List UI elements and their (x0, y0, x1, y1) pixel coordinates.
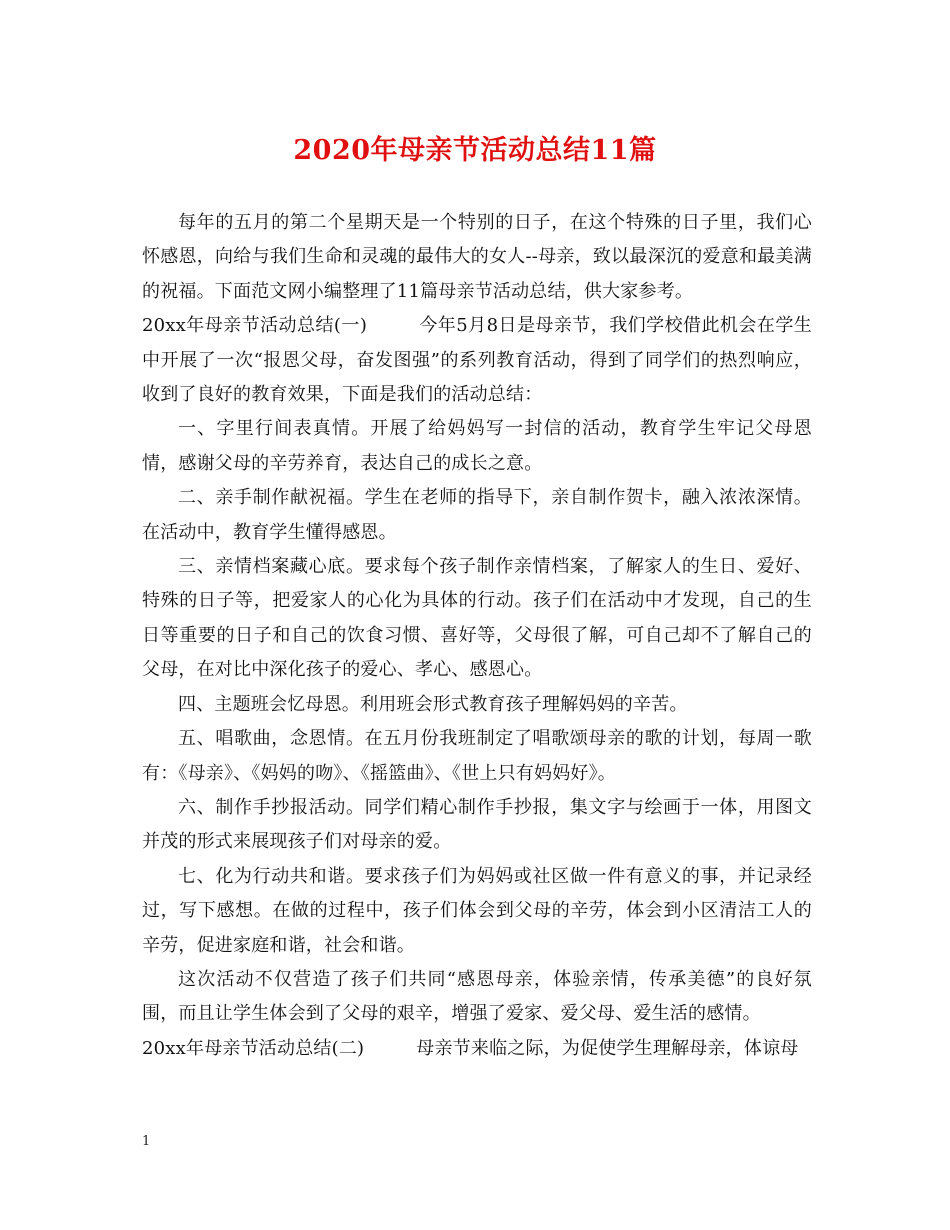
paragraph-section-1 (142, 309, 812, 412)
paragraph-item-2: 二、亲手制作献祝福。学生在老师的指导下，亲自制作贺卡，融入浓浓深情。在活动中，教育学生懂得感恩。 (142, 487, 812, 543)
paragraph-item-3: 三、亲情档案藏心底。要求每个孩子制作亲情档案，了解家人的生日、爱好、特殊的日子等，把爱家人的心化为具体的行动。孩子们在活动中才发现，自己的生日等重要的日子和自己的饮食习惯、喜好等，父母很了解，可自己却不了解自己的父母，在对比中深化孩子的爱心、孝心、感恩心。 (142, 556, 812, 681)
document-body (142, 206, 812, 1066)
paragraph-item-4: 四、主题班会忆母恩。利用班会形式教育孩子理解妈妈的辛苦。 (178, 693, 688, 715)
paragraph-section-2 (142, 1032, 812, 1066)
page-number: 1 (142, 1134, 151, 1149)
paragraph-item-1: 一、字里行间表真情。开展了给妈妈写一封信的活动，教育学生牢记父母恩情，感谢父母的辛劳养育，表达自己的成长之意。 (142, 418, 812, 474)
paragraph-item-7: 七、化为行动共和谐。要求孩子们为妈妈或社区做一件有意义的事，并记录经过，写下感想。在做的过程中，孩子们体会到父母的辛劳，体会到小区清洁工人的辛劳，促进家庭和谐，社会和谐。 (142, 865, 812, 956)
paragraph-intro: 每年的五月的第二个星期天是一个特别的日子，在这个特殊的日子里，我们心怀感恩，向给与我们生命和灵魂的最伟大的女人--母亲，致以最深沉的爱意和最美满的祝福。下面范文网小编整理了11篇母亲节活动总结，供大家参考。 (142, 212, 812, 302)
document-title: 2020年母亲节活动总结11篇 (293, 135, 657, 166)
paragraph-item-6: 六、制作手抄报活动。同学们精心制作手抄报，集文字与绘画于一体，用图文并茂的形式来展现孩子们对母亲的爱。 (142, 796, 812, 853)
paragraph-summary: 这次活动不仅营造了孩子们共同“感恩母亲，体验亲情，传承美德”的良好氛围，而且让学生体会到了父母的艰辛，增强了爱家、爱父母、爱生活的感情。 (142, 968, 812, 1025)
section-heading: 20xx年母亲节活动总结(二) (142, 1037, 365, 1059)
section-text: 今年5月8日是母亲节，我们学校借此机会在学生中开展了一次“报恩父母，奋发图强”的系列教育活动，得到了同学们的热烈响应，收到了良好的教育效果，下面是我们的活动总结： (142, 315, 812, 406)
paragraph-item-5: 五、唱歌曲，念恩情。在五月份我班制定了唱歌颂母亲的歌的计划，每周一歌有：《母亲》、《妈妈的吻》、《摇篮曲》、《世上只有妈妈好》。 (142, 728, 812, 784)
section-text: 母亲节来临之际，为促使学生理解母亲，体谅母 (416, 1037, 799, 1059)
section-heading: 20xx年母亲节活动总结(一) (142, 315, 368, 337)
